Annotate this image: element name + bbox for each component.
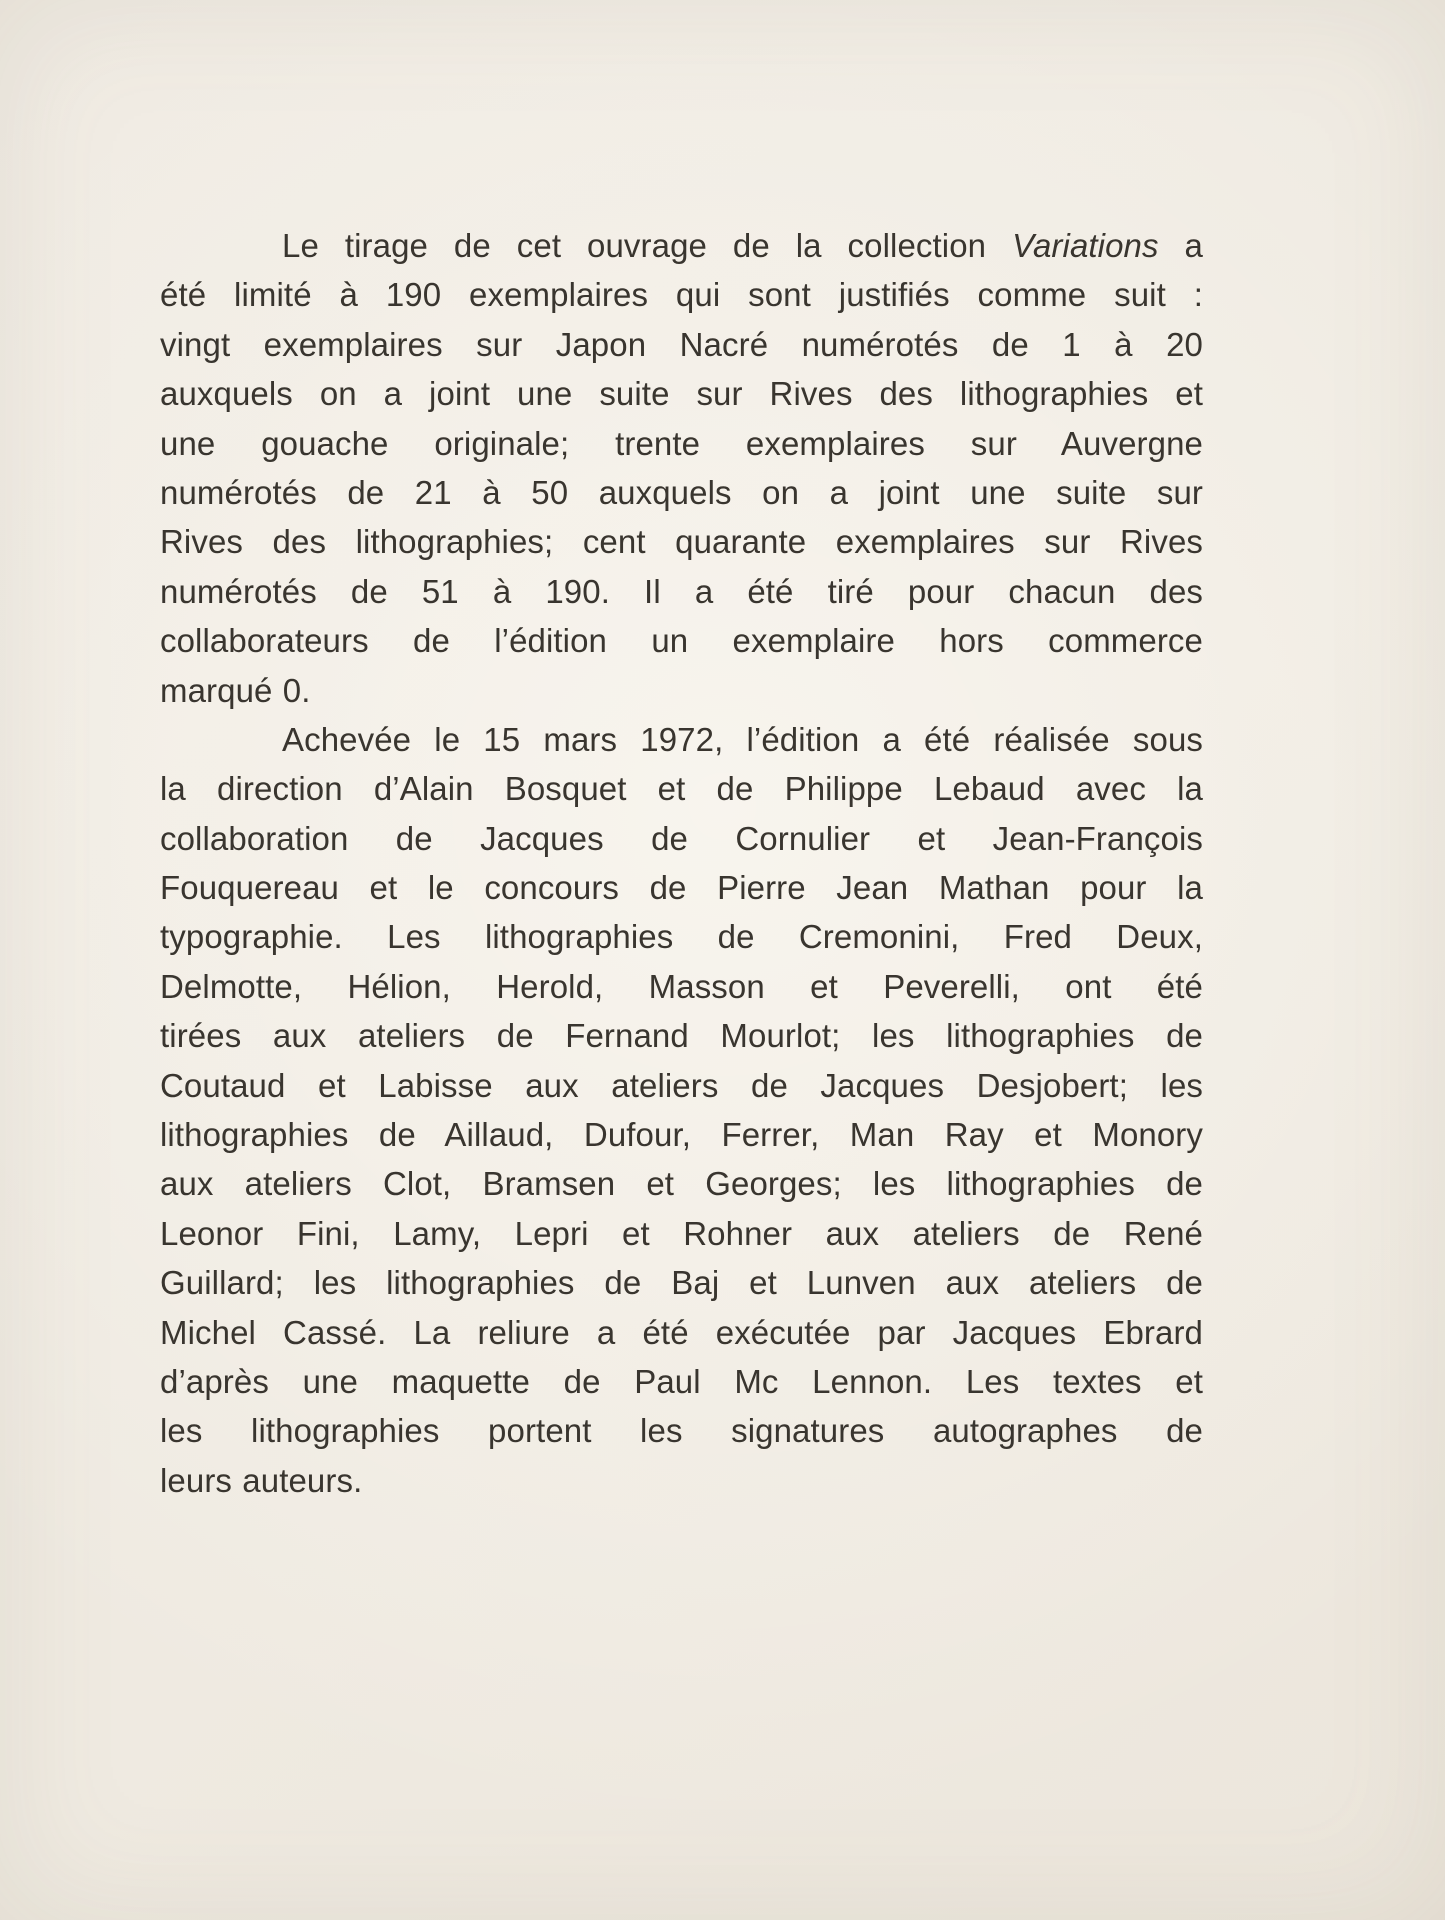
text-segment: Fouquereau et le concours de Pierre Jean Mathan pour la	[160, 869, 1203, 907]
text-line	[160, 1308, 1203, 1357]
text-segment: une gouache originale; trente exemplaires sur Auvergne	[160, 424, 1203, 462]
text-line	[160, 1456, 1203, 1505]
text-segment: les lithographies portent les signatures autographes de	[160, 1412, 1203, 1450]
text-segment: la direction d’Alain Bosquet et de Philippe Lebaud avec la	[160, 770, 1203, 808]
text-line	[160, 1209, 1203, 1258]
text-segment: collaboration de Jacques de Cornulier et Jean-François	[160, 819, 1203, 857]
text-segment: Michel Cassé. La reliure a été exécutée par Jacques Ebrard	[160, 1313, 1203, 1351]
text-segment: leurs auteurs.	[160, 1461, 363, 1499]
text-segment: tirées aux ateliers de Fernand Mourlot; les lithographies de	[160, 1017, 1203, 1055]
text-line	[160, 1406, 1203, 1455]
text-segment: Coutaud et Labisse aux ateliers de Jacques Desjobert; les	[160, 1066, 1203, 1104]
text-line	[160, 1258, 1203, 1307]
text-line	[160, 616, 1203, 665]
text-segment: numérotés de 51 à 190. Il a été tiré pour chacun des	[160, 572, 1203, 610]
text-line	[160, 715, 1203, 764]
text-line	[160, 221, 1203, 270]
text-segment: numérotés de 21 à 50 auxquels on a joint une suite sur	[160, 473, 1203, 511]
colophon-paragraph-1	[160, 221, 1203, 715]
text-segment: été limité à 190 exemplaires qui sont justifiés comme suit :	[160, 276, 1203, 314]
text-line	[160, 666, 1203, 715]
text-segment: Delmotte, Hélion, Herold, Masson et Peverelli, ont été	[160, 967, 1203, 1005]
text-line	[160, 1110, 1203, 1159]
colophon-paragraph-2	[160, 715, 1203, 1505]
text-line	[160, 1159, 1203, 1208]
text-segment: vingt exemplaires sur Japon Nacré numérotés de 1 à 20	[160, 325, 1203, 363]
text-segment: Achevée le 15 mars 1972, l’édition a été réalisée sous	[282, 720, 1203, 758]
text-line	[160, 912, 1203, 961]
text-line	[160, 764, 1203, 813]
text-segment: d’après une maquette de Paul Mc Lennon. Les textes et	[160, 1362, 1203, 1400]
text-line	[160, 270, 1203, 319]
text-line	[160, 419, 1203, 468]
text-line	[160, 468, 1203, 517]
text-line	[160, 863, 1203, 912]
text-line	[160, 962, 1203, 1011]
text-segment: marqué 0.	[160, 671, 311, 709]
text-line	[160, 814, 1203, 863]
text-line	[160, 369, 1203, 418]
text-line	[160, 1011, 1203, 1060]
text-segment: a	[1158, 227, 1203, 264]
text-segment: auxquels on a joint une suite sur Rives des lithographies et	[160, 375, 1203, 413]
text-segment: Rives des lithographies; cent quarante exemplaires sur Rives	[160, 523, 1203, 561]
text-line	[160, 567, 1203, 616]
text-line	[160, 320, 1203, 369]
text-segment: collaborateurs de l’édition un exemplaire hors commerce	[160, 622, 1203, 660]
text-line	[160, 517, 1203, 566]
text-line	[160, 1061, 1203, 1110]
text-segment: aux ateliers Clot, Bramsen et Georges; les lithographies de	[160, 1165, 1203, 1203]
text-segment: Leonor Fini, Lamy, Lepri et Rohner aux ateliers de René	[160, 1214, 1203, 1252]
text-block	[160, 221, 1203, 1505]
text-segment: lithographies de Aillaud, Dufour, Ferrer, Man Ray et Monory	[160, 1116, 1203, 1154]
collection-title-italic: Variations	[1012, 227, 1159, 264]
text-segment: Le tirage de cet ouvrage de la collection	[282, 227, 1013, 264]
text-line	[160, 1357, 1203, 1406]
text-segment: Guillard; les lithographies de Baj et Lunven aux ateliers de	[160, 1264, 1203, 1302]
text-segment: typographie. Les lithographies de Cremonini, Fred Deux,	[160, 918, 1203, 956]
